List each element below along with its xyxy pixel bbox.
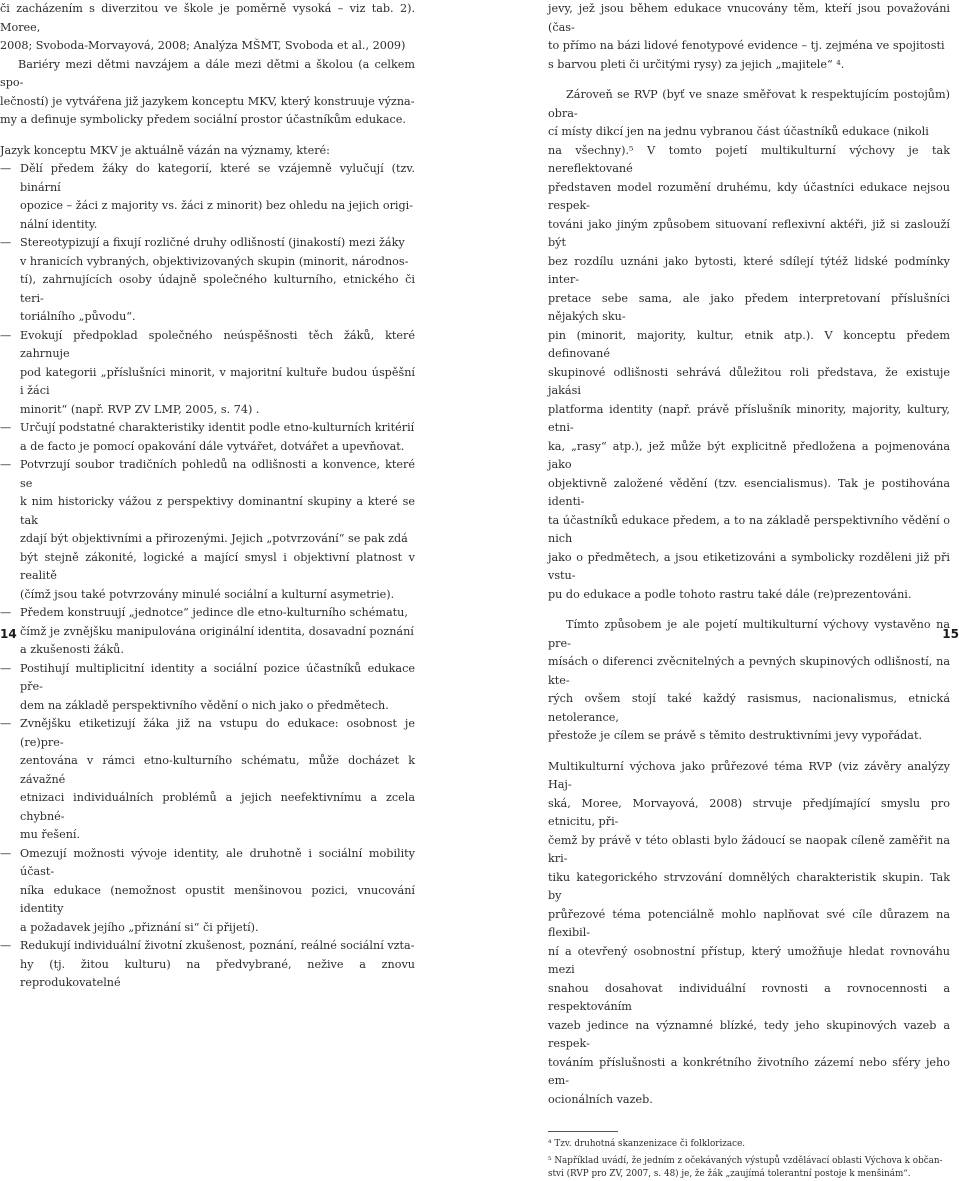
list-item xyxy=(0,826,415,845)
text-line: ka, „rasy“ atp.), jež může být explicitně předložena a pojmenována jako xyxy=(548,439,950,471)
list-item xyxy=(0,715,415,752)
dash-marker xyxy=(0,197,20,216)
list-item xyxy=(0,623,415,642)
list-item-text: Dělí předem žáky do kategorií, které se vzájemně vylučují (tzv. binární xyxy=(20,162,415,194)
dash-marker xyxy=(0,697,20,716)
list-item xyxy=(0,308,415,327)
text-line: jevy, jež jsou během edukace vnucovány těm, kteří jsou považováni (čas- xyxy=(548,2,950,34)
list-item-text: mu řešení. xyxy=(20,828,81,841)
text-line: snahou dosahovat individuální rovnosti a rovnocennosti a respektováním xyxy=(548,981,950,1013)
list-lead: Jazyk konceptu MKV je aktuálně vázán na významy, které: xyxy=(0,143,330,157)
bullet-list xyxy=(0,160,415,993)
list-item xyxy=(0,956,415,993)
text-line: vazeb jedince na významné blízké, tedy jeho skupinových vazeb a respek- xyxy=(548,1018,950,1050)
dash-marker xyxy=(0,530,20,549)
page-number-right: 15 xyxy=(942,627,959,641)
list-item-text: Předem konstruují „jednotce“ jedince dle etno-kulturního schématu, xyxy=(20,606,408,619)
list-item-text: Stereotypizují a fixují rozličné druhy odlišností (jinakostí) mezi žáky xyxy=(20,236,405,249)
text-line: Multikulturní výchova jako průřezové téma RVP (viz závěry analýzy Haj- xyxy=(548,759,950,791)
footnote-line: ⁵ Například uvádí, že jedním z očekávaných výstupů vzdělávací oblasti Výchova k občan- xyxy=(548,1156,943,1166)
dash-marker xyxy=(0,271,20,308)
paragraph xyxy=(548,0,950,74)
intro-line: lečností) je vytvářena již jazykem konceptu MKV, který konstruuje význa- xyxy=(0,94,415,108)
text-line: Tímto způsobem je ale pojetí multikulturní výchovy vystavěno na pre- xyxy=(548,618,950,650)
dash-marker: — xyxy=(0,162,12,175)
dash-marker xyxy=(0,401,20,420)
list-item-text: v hranicích vybraných, objektivizovaných skupin (minorit, národnos- xyxy=(20,254,409,268)
right-column xyxy=(548,0,950,1181)
text-line: pu do edukace a podle tohoto rastru také dále (re)prezentováni. xyxy=(548,587,912,601)
list-item xyxy=(0,660,415,697)
text-line: cí místy dikcí jen na jednu vybranou část účastníků edukace (nikoli xyxy=(548,125,929,138)
dash-marker: — xyxy=(0,939,12,952)
text-line: průřezové téma potenciálně mohlo naplňovat své cíle důrazem na flexibil- xyxy=(548,907,950,939)
text-line: na všechny).⁵ V tomto pojetí multikulturní výchovy je tak nereflektované xyxy=(548,143,950,175)
dash-marker xyxy=(0,882,20,919)
list-item xyxy=(0,197,415,216)
list-item-text: a zkušenosti žáků. xyxy=(20,643,124,656)
dash-marker xyxy=(0,216,20,235)
intro-line: či zacházením s diverzitou ve škole je poměrně vysoká – viz tab. 2). Moree, xyxy=(0,2,415,34)
text-line: pin (minorit, majority, kultur, etnik atp.). V konceptu předem definované xyxy=(548,328,950,360)
list-item-text: a požadavek jejího „přiznání si“ či přijetí). xyxy=(20,920,259,934)
list-item xyxy=(0,530,415,549)
text-line: tiku kategorického strvzování domnělých charakteristik skupin. Tak by xyxy=(548,870,950,902)
dash-marker xyxy=(0,308,20,327)
text-line: pretace sebe sama, ale jako předem interpretovaní příslušníci nějakých sku- xyxy=(548,291,950,323)
list-item-text: čímž je zvnějšku manipulována originální identita, dosavadní poznání xyxy=(20,624,414,638)
list-item xyxy=(0,327,415,364)
text-line: jako o předmětech, a jsou etiketizováni a symbolicky rozděleni již při vstu- xyxy=(548,550,950,582)
text-line: bez rozdílu uznáni jako bytosti, které sdílejí týtéž lidské podmínky inter- xyxy=(548,254,950,286)
intro-line: Bariéry mezi dětmi navzájem a dále mezi dětmi a školou (a celkem spo- xyxy=(0,57,415,89)
text-line: platforma identity (např. právě příslušník minority, majority, kultury, etni- xyxy=(548,402,950,434)
dash-marker: — xyxy=(0,236,12,249)
text-line: ocionálních vazeb. xyxy=(548,1092,653,1106)
dash-marker: — xyxy=(0,606,12,619)
list-item xyxy=(0,216,415,235)
text-line: mísách o diferenci zvěcnitelných a pevných skupinových odlišností, na kte- xyxy=(548,655,950,687)
list-item-text: zdají být objektivními a přirozenými. Jejich „potvrzování“ se pak zdá xyxy=(20,532,408,545)
dash-marker: — xyxy=(0,661,12,675)
dash-marker xyxy=(0,956,20,993)
text-line: skupinové odlišnosti sehrává důležitou roli představa, že existuje jakási xyxy=(548,365,950,397)
list-item xyxy=(0,493,415,530)
text-line: to přímo na bázi lidové fenotypové evidence – tj. zejména ve spojitosti xyxy=(548,39,945,52)
list-item xyxy=(0,419,415,438)
text-line: přestože je cílem se právě s těmito destruktivními jevy vypořádat. xyxy=(548,729,923,742)
text-line: rých ovšem stojí také každý rasismus, nacionalismus, etnická netolerance, xyxy=(548,692,950,724)
text-line: objektivně založené vědění (tzv. esencialismus). Tak je postihována identi- xyxy=(548,476,950,508)
text-line: továním příslušnosti a konkrétního životního zázemí nebo sféry jeho em- xyxy=(548,1055,950,1087)
text-line: ská, Moree, Morvayová, 2008) strvuje předjímající smyslu pro etnicitu, při- xyxy=(548,796,950,828)
text-line: ta účastníků edukace předem, a to na základě perspektivního vědění o nich xyxy=(548,513,950,545)
list-item-text: dem na základě perspektivního vědění o nich jako o předmětech. xyxy=(20,698,389,712)
list-item-text: hy (tj. žitou kulturu) na předvybrané, nežive a znovu reprodukovatelné xyxy=(20,957,415,989)
dash-marker: — xyxy=(0,458,12,471)
list-item xyxy=(0,752,415,789)
list-item xyxy=(0,438,415,457)
list-item-text: tí), zahrnujících osoby údajně společného kulturního, etnického či teri- xyxy=(20,273,415,305)
list-item-text: být stejně zákonité, logické a mající smysl i objektivní platnost v realitě xyxy=(20,550,415,582)
text-line: představen model rozumění druhému, kdy účastníci edukace nejsou respek- xyxy=(548,180,950,212)
list-item-text: minorit“ (např. RVP ZV LMP, 2005, s. 74) . xyxy=(20,402,260,416)
list-item-text: Zvnějšku etiketizují žáka již na vstupu do edukace: osobnost je (re)pre- xyxy=(20,717,415,749)
paragraph xyxy=(548,86,950,604)
list-item-text: (čímž jsou také potvrzovány minulé sociální a kulturní asymetrie). xyxy=(20,587,395,601)
paragraph xyxy=(548,616,950,746)
list-item-text: opozice – žáci z majority vs. žáci z minorit) bez ohledu na jejich origi- xyxy=(20,199,414,212)
dash-marker xyxy=(0,493,20,530)
dash-marker: — xyxy=(0,846,12,860)
dash-marker xyxy=(0,586,20,605)
list-item xyxy=(0,697,415,716)
list-item xyxy=(0,604,415,623)
intro-line: my a definuje symbolicky předem sociální prostor účastníkům edukace. xyxy=(0,113,406,126)
footnote-divider xyxy=(548,1131,618,1132)
list-item-text: Postihují multiplicitní identity a sociální pozice účastníků edukace pře- xyxy=(20,661,415,693)
list-item-text: etnizaci individuálních problémů a jejich neefektivnímu a zcela chybné- xyxy=(20,791,415,823)
dash-marker xyxy=(0,826,20,845)
text-line: čemž by právě v této oblasti bylo žádoucí se naopak cíleně zaměřit na kri- xyxy=(548,833,950,865)
dash-marker xyxy=(0,752,20,789)
dash-marker xyxy=(0,253,20,272)
paragraph xyxy=(548,758,950,1110)
list-item-text: toriálního „původu“. xyxy=(20,310,136,323)
list-item-text: Omezují možnosti vývoje identity, ale druhotně i sociální mobility účast- xyxy=(20,846,415,878)
list-item xyxy=(0,456,415,493)
dash-marker xyxy=(0,641,20,660)
list-item-text: Redukují individuální životní zkušenost, poznání, reálné sociální vzta- xyxy=(20,939,415,952)
list-item xyxy=(0,845,415,882)
footnote-line: ⁴ Tzv. druhotná skanzenizace či folklorizace. xyxy=(548,1139,746,1149)
list-item xyxy=(0,253,415,272)
intro-line: 2008; Svoboda-Morvayová, 2008; Analýza MŠMT, Svoboda et al., 2009) xyxy=(0,39,406,52)
list-item-text: Evokují předpoklad společného neúspěšnosti těch žáků, které zahrnuje xyxy=(20,328,415,360)
list-item xyxy=(0,271,415,308)
list-item xyxy=(0,882,415,919)
dash-marker: — xyxy=(0,717,12,730)
footnote-line: stvi (RVP pro ZV, 2007, s. 48) je, že žák „zaujímá tolerantní postoje k menšinám“. xyxy=(548,1169,911,1179)
dash-marker xyxy=(0,919,20,938)
list-item-text: zentována v rámci etno-kulturního schématu, může docházet k závažné xyxy=(20,754,415,786)
list-item xyxy=(0,937,415,956)
dash-marker: — xyxy=(0,421,12,434)
footnotes xyxy=(548,1138,950,1181)
list-item-text: nální identity. xyxy=(20,217,98,231)
list-item xyxy=(0,641,415,660)
left-column xyxy=(0,0,415,993)
list-item xyxy=(0,160,415,197)
dash-marker xyxy=(0,549,20,586)
list-item xyxy=(0,586,415,605)
list-item-text: Potvrzují soubor tradičních pohledů na odlišnosti a konvence, které se xyxy=(20,458,415,490)
text-line: ní a otevřený osobnostní přístup, který umožňuje hledat rovnováhu mezi xyxy=(548,944,950,976)
list-item xyxy=(0,364,415,401)
list-item-text: pod kategorii „příslušníci minorit, v majoritní kultuře budou úspěšní i žáci xyxy=(20,365,415,397)
dash-marker xyxy=(0,438,20,457)
dash-marker xyxy=(0,364,20,401)
dash-marker: — xyxy=(0,328,12,342)
text-line: s barvou pleti či určitými rysy) za jejich „majitele“ ⁴. xyxy=(548,57,845,71)
list-item-text: níka edukace (nemožnost opustit menšinovou pozici, vnucování identity xyxy=(20,883,415,915)
list-item xyxy=(0,919,415,938)
list-item xyxy=(0,401,415,420)
text-line: továni jako jiným způsobem situovaní reflexivní aktéři, již si zaslouží být xyxy=(548,217,950,249)
list-item-text: Určují podstatné charakteristiky identit podle etno-kulturních kritérií xyxy=(20,421,415,434)
list-item xyxy=(0,789,415,826)
dash-marker xyxy=(0,789,20,826)
text-line: Zároveň se RVP (byť ve snaze směřovat k respektujícím postojům) obra- xyxy=(548,88,950,120)
list-item xyxy=(0,234,415,253)
list-item-text: k nim historicky vážou z perspektivy dominantní skupiny a které se tak xyxy=(20,495,415,527)
list-item xyxy=(0,549,415,586)
page-number-left: 14 xyxy=(0,627,17,641)
list-item-text: a de facto je pomocí opakování dále vytvářet, dotvářet a upevňovat. xyxy=(20,439,405,453)
